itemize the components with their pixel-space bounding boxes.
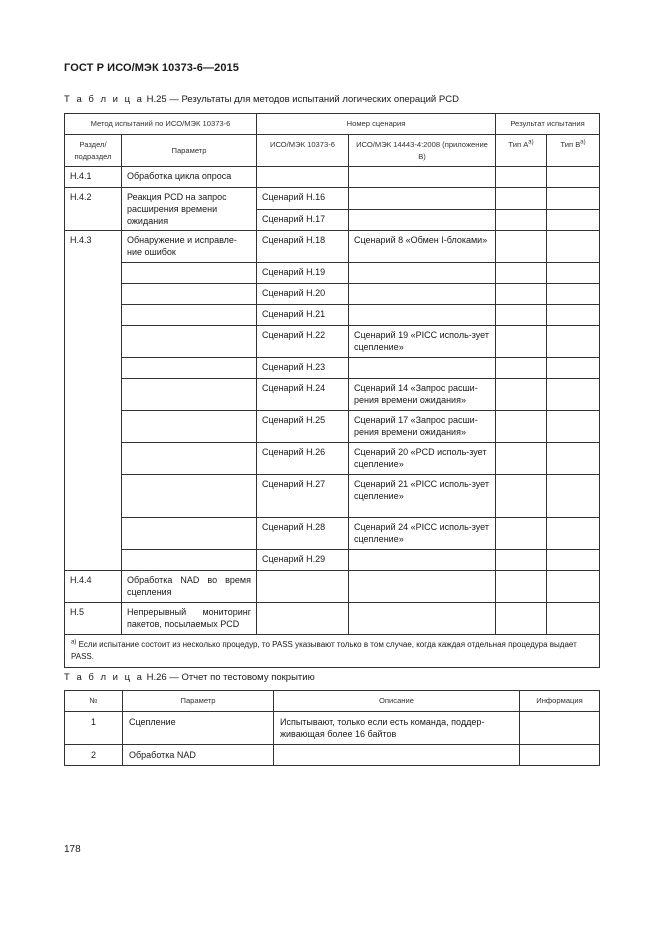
cell-scenario-iso14443 xyxy=(349,550,496,571)
cell-scenario-iso10373: Сценарий H.27 xyxy=(257,475,349,518)
header-iso14443: ИСО/МЭК 14443-4:2008 (приложение В) xyxy=(349,135,496,167)
table-row xyxy=(65,358,600,379)
caption-text: Н.26 — Отчет по тестовому покрытию xyxy=(143,672,315,683)
table-row xyxy=(65,550,600,571)
cell-result-b xyxy=(547,603,600,635)
cell-parameter xyxy=(122,550,257,571)
header-parameter: Параметр xyxy=(123,691,274,712)
cell-scenario-iso10373: Сценарий H.17 xyxy=(257,209,349,231)
cell-section: H.4.1 xyxy=(65,167,122,188)
table-row xyxy=(65,571,600,603)
table-row xyxy=(65,263,600,284)
cell-result-a xyxy=(496,209,547,231)
cell-info xyxy=(520,712,600,745)
cell-section: H.4.4 xyxy=(65,571,122,603)
header-method: Метод испытаний по ИСО/МЭК 10373-6 xyxy=(65,114,257,135)
cell-scenario-iso10373: Сценарий H.19 xyxy=(257,263,349,284)
cell-result-a xyxy=(496,571,547,603)
cell-scenario-iso10373: Сценарий H.26 xyxy=(257,443,349,475)
cell-scenario-iso14443 xyxy=(349,305,496,326)
table-row xyxy=(65,411,600,443)
cell-result-b xyxy=(547,209,600,231)
cell-scenario-iso14443: Сценарий 21 «PICC исполь-зует сцепление» xyxy=(349,475,496,518)
cell-info xyxy=(520,745,600,766)
table-row xyxy=(65,475,600,518)
type-b-label: Тип В xyxy=(560,140,581,149)
cell-scenario-iso10373: Сценарий H.21 xyxy=(257,305,349,326)
cell-result-a xyxy=(496,284,547,305)
header-info: Информация xyxy=(520,691,600,712)
cell-parameter xyxy=(122,443,257,475)
cell-scenario-iso10373 xyxy=(257,167,349,188)
header-scenario: Номер сценария xyxy=(257,114,496,135)
cell-scenario-iso10373: Сценарий H.16 xyxy=(257,188,349,210)
cell-result-b xyxy=(547,231,600,263)
header-type-b xyxy=(547,135,600,167)
cell-scenario-iso14443: Сценарий 14 «Запрос расши-рения времени ожидания» xyxy=(349,379,496,411)
cell-num: 1 xyxy=(65,712,123,745)
table-row xyxy=(65,326,600,358)
footnote-mark: а) xyxy=(528,139,534,146)
cell-scenario-iso10373: Сценарий H.25 xyxy=(257,411,349,443)
cell-result-b xyxy=(547,358,600,379)
cell-scenario-iso14443 xyxy=(349,571,496,603)
table-footnote xyxy=(65,635,600,668)
table-row xyxy=(65,284,600,305)
cell-result-a xyxy=(496,518,547,550)
cell-result-b xyxy=(547,305,600,326)
footnote-mark: а) xyxy=(71,639,77,646)
cell-parameter: Обработка NAD xyxy=(123,745,274,766)
cell-scenario-iso14443 xyxy=(349,167,496,188)
caption-prefix: Т а б л и ц а xyxy=(64,94,144,105)
cell-section: H.5 xyxy=(65,603,122,635)
header-description: Описание xyxy=(274,691,520,712)
caption-text: Н.25 — Результаты для методов испытаний логических операций PCD xyxy=(143,94,459,105)
cell-result-b xyxy=(547,326,600,358)
cell-result-a xyxy=(496,326,547,358)
cell-parameter xyxy=(122,475,257,518)
footnote-row xyxy=(65,635,600,668)
cell-scenario-iso14443 xyxy=(349,603,496,635)
cell-result-a xyxy=(496,443,547,475)
document-header: ГОСТ Р ИСО/МЭК 10373-6—2015 xyxy=(64,62,239,74)
cell-parameter xyxy=(122,518,257,550)
cell-result-b xyxy=(547,475,600,518)
header-iso10373: ИСО/МЭК 10373-6 xyxy=(257,135,349,167)
cell-scenario-iso10373: Сценарий H.28 xyxy=(257,518,349,550)
header-type-a xyxy=(496,135,547,167)
cell-parameter: Обнаружение и исправле-ние ошибок xyxy=(122,231,257,263)
cell-result-b xyxy=(547,518,600,550)
cell-result-b xyxy=(547,188,600,210)
cell-scenario-iso10373: Сценарий H.24 xyxy=(257,379,349,411)
cell-scenario-iso10373: Сценарий H.29 xyxy=(257,550,349,571)
cell-scenario-iso10373: Сценарий H.22 xyxy=(257,326,349,358)
cell-scenario-iso14443: Сценарий 17 «Запрос расши-рения времени ожидания» xyxy=(349,411,496,443)
cell-parameter xyxy=(122,263,257,284)
cell-scenario-iso14443: Сценарий 8 «Обмен I-блоками» xyxy=(349,231,496,263)
cell-result-a xyxy=(496,263,547,284)
cell-scenario-iso10373: Сценарий H.23 xyxy=(257,358,349,379)
cell-result-b xyxy=(547,571,600,603)
table-row xyxy=(65,745,600,766)
cell-result-b xyxy=(547,167,600,188)
cell-scenario-iso14443: Сценарий 20 «PCD исполь-зует сцепление» xyxy=(349,443,496,475)
cell-result-a xyxy=(496,305,547,326)
cell-scenario-iso14443 xyxy=(349,263,496,284)
cell-result-b xyxy=(547,263,600,284)
table-row xyxy=(65,379,600,411)
header-section: Раздел/ подраздел xyxy=(65,135,122,167)
cell-result-a xyxy=(496,231,547,263)
cell-parameter: Сцепление xyxy=(123,712,274,745)
table-row xyxy=(65,305,600,326)
cell-result-a xyxy=(496,603,547,635)
cell-parameter xyxy=(122,326,257,358)
cell-parameter xyxy=(122,305,257,326)
header-result: Результат испытания xyxy=(496,114,600,135)
cell-result-a xyxy=(496,411,547,443)
cell-description: Испытывают, только если есть команда, поддер-живающая более 16 байтов xyxy=(274,712,520,745)
caption-prefix: Т а б л и ц а xyxy=(64,672,144,683)
cell-scenario-iso10373 xyxy=(257,603,349,635)
cell-scenario-iso14443: Сценарий 24 «PICC исполь-зует сцепление» xyxy=(349,518,496,550)
footnote-text: Если испытание состоит из несколько процедур, то PASS указывают только в том случае, когда каждая отдельная процедура выдает PASS. xyxy=(71,640,577,661)
cell-scenario-iso14443 xyxy=(349,209,496,231)
cell-result-a xyxy=(496,475,547,518)
cell-result-b xyxy=(547,443,600,475)
cell-scenario-iso14443 xyxy=(349,188,496,210)
cell-parameter: Обработка цикла опроса xyxy=(122,167,257,188)
table-row xyxy=(65,231,600,263)
cell-parameter xyxy=(122,284,257,305)
cell-scenario-iso14443 xyxy=(349,358,496,379)
cell-parameter xyxy=(122,358,257,379)
cell-scenario-iso10373: Сценарий H.20 xyxy=(257,284,349,305)
cell-result-a xyxy=(496,358,547,379)
table-row xyxy=(65,518,600,550)
cell-parameter xyxy=(122,379,257,411)
cell-section: H.4.2 xyxy=(65,188,122,231)
cell-section: H.4.3 xyxy=(65,231,122,571)
cell-result-b xyxy=(547,284,600,305)
cell-result-a xyxy=(496,188,547,210)
cell-result-a xyxy=(496,167,547,188)
footnote-mark: а) xyxy=(580,139,586,146)
cell-scenario-iso10373: Сценарий H.18 xyxy=(257,231,349,263)
table-row xyxy=(65,603,600,635)
coverage-table xyxy=(64,690,600,766)
cell-scenario-iso10373 xyxy=(257,571,349,603)
cell-result-a xyxy=(496,379,547,411)
cell-parameter: Непрерывный мониторинг пакетов, посылаемых PCD xyxy=(122,603,257,635)
cell-parameter xyxy=(122,411,257,443)
cell-parameter: Обработка NAD во время сцепления xyxy=(122,571,257,603)
header-num: № xyxy=(65,691,123,712)
table-row xyxy=(65,443,600,475)
table-row xyxy=(65,167,600,188)
cell-scenario-iso14443: Сценарий 19 «PICC исполь-зует сцепление» xyxy=(349,326,496,358)
cell-description xyxy=(274,745,520,766)
page-number: 178 xyxy=(64,844,81,855)
cell-result-b xyxy=(547,379,600,411)
table-row xyxy=(65,188,600,210)
table-h26-caption xyxy=(64,672,315,683)
cell-result-b xyxy=(547,550,600,571)
cell-num: 2 xyxy=(65,745,123,766)
results-table xyxy=(64,113,600,668)
table-row xyxy=(65,712,600,745)
cell-scenario-iso14443 xyxy=(349,284,496,305)
header-parameter: Параметр xyxy=(122,135,257,167)
cell-result-a xyxy=(496,550,547,571)
type-a-label: Тип А xyxy=(508,140,529,149)
table-h25-caption xyxy=(64,94,459,105)
cell-result-b xyxy=(547,411,600,443)
cell-parameter: Реакция PCD на запрос расширения времени ожидания xyxy=(122,188,257,231)
